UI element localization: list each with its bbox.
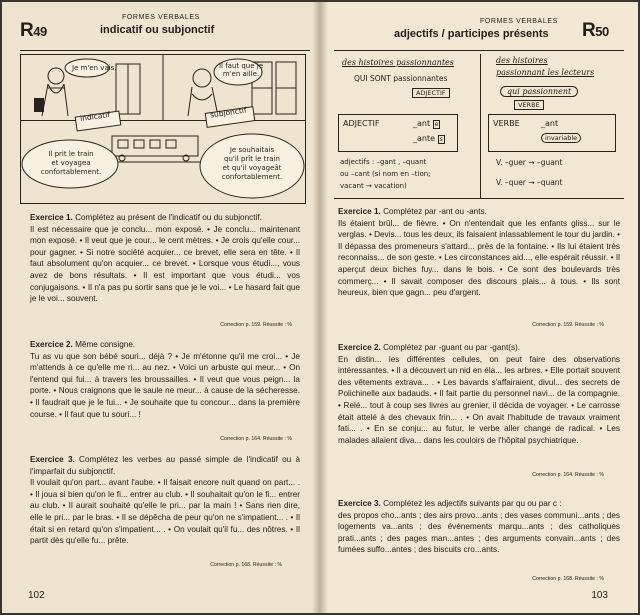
right-diagram-title-2: passionnant les lecteurs bbox=[496, 68, 595, 77]
exercise-instruction: Complétez les adjectifs suivants par qu ou par c : bbox=[383, 499, 562, 508]
category-label: FORMES VERBALES bbox=[480, 18, 558, 25]
adj-rule-1: adjectifs : –gant , –quant bbox=[340, 158, 427, 166]
exercise-2 bbox=[30, 339, 300, 420]
bubble-line: et qu'il voyageât bbox=[222, 164, 282, 172]
adjectif-label: ADJECTIF bbox=[343, 119, 380, 128]
header-rule bbox=[20, 50, 310, 51]
left-page bbox=[2, 2, 320, 613]
exercise-instruction: Complétez par -ant ou -ants. bbox=[383, 207, 487, 216]
exercise-title: Exercice 2. bbox=[30, 340, 73, 349]
adj-ending-2-text: ante bbox=[417, 134, 436, 143]
exercise-text: Ils étaient brûl... de fièvre. • On n'entendait que les enfants gliss... sur le verglas. • Devis... tous les deux, ils faisaient inlassablement le tour du jardin. • Il dépassa des promeneurs s'attard... près de la fontaine. • Ils lui étaient très reconnaiss... de son geste. • Les circonstances aid..., elle espérait réussir. • Il aperçut deux biches fuy... dans le bois. • Ce sont des boulevards très commerç... • Il savait composer des discours plais... à tous. • Ils sont heureux, bien que gagn... peu d'argent. bbox=[338, 218, 620, 298]
open-book bbox=[2, 2, 638, 613]
adjectif-tag: ADJECTIF bbox=[412, 88, 450, 98]
correction-line-3: Correction p. 168. Réussite : % bbox=[210, 562, 282, 568]
exercise-1 bbox=[30, 212, 300, 305]
exercise-title: Exercice 1. bbox=[338, 207, 381, 216]
category-label: FORMES VERBALES bbox=[122, 14, 200, 21]
exercise-2 bbox=[338, 342, 620, 446]
left-page-tag bbox=[20, 20, 47, 42]
bubble-line: qu'il prît le train bbox=[224, 155, 280, 163]
exercise-text: des propos cho...ants ; des airs provo...ants ; des vases communi...ants ; des logements va...ants ; des événements marqu...ants ; des catholiques prati...ants ; des pages man...antes ; des arguments convain...ants ; des fumées suffo...antes ; des biscuits cro...ants. bbox=[338, 510, 620, 555]
exercise-text: Il est nécessaire que je conclu... mon exposé. • Je conclu... maintenant mon exposé. • Il veut que je cour... le cent mètres. • Je crois qu'elle cour... pour gagner. • Si notre société acquier... ce brevet, elle sera en tête. • Il faut absolument qu'on acquier... ce brevet. • Lorsque vous étudi..., vous avez de bons résultats. • Il est important que vous étudi... vos conjugaisons. • Il n'a pas pu sortir sans que je le voi... • Le hasard fait que je le voi... souvent. bbox=[30, 224, 300, 304]
label-indicatif: indicatif bbox=[79, 109, 111, 124]
page-number: 103 bbox=[591, 590, 608, 601]
adj-ending-1-mark: e bbox=[434, 121, 439, 128]
invariable-label: invariable bbox=[541, 133, 581, 143]
bubble-line: confortablement. bbox=[40, 168, 102, 176]
adj-rule-2: ou –cant (si nom en –tion; bbox=[340, 170, 431, 178]
verbe-ending-text: ant bbox=[545, 119, 559, 128]
correction-line-2: Correction p. 164. Réussite : % bbox=[532, 472, 604, 478]
exercise-instruction: Complétez par -guant ou par -gant(s). bbox=[383, 343, 521, 352]
qui-passionnent-bubble: qui passionnent bbox=[500, 86, 578, 97]
tag-letter: R bbox=[582, 20, 596, 41]
right-page bbox=[320, 2, 638, 613]
section-title: indicatif ou subjonctif bbox=[100, 24, 215, 36]
exercise-text: Tu as vu que son bébé souri... déjà ? • Je m'étonne qu'il me croi... • Je m'attends à ce qu'elle me ri... au nez. • Voici un arbuste qui meur... • On l'entend qui fui... à travers les broussailles. • Il veut que vous peign... la porte. • Nous craignons que le saule ne meur... à cause de la sécheresse. • Il faudrait que je le fui... • Je souhaite que tu concour... dans la première course. • Il faut que tu souri... ! bbox=[30, 351, 300, 419]
bubble-line: Il prit le train bbox=[48, 150, 94, 158]
exercise-title: Exercice 3. bbox=[338, 499, 381, 508]
verbe-label: VERBE bbox=[493, 119, 520, 128]
verb-rule-1: V. –guer → –guant bbox=[496, 158, 563, 167]
adj-ending-1-text: ant bbox=[417, 119, 431, 128]
bubble-il-prit bbox=[30, 150, 112, 177]
verbe-tag: VERBE bbox=[514, 100, 544, 110]
diagram-divider bbox=[480, 54, 481, 198]
correction-line-3: Correction p. 168. Réussite : % bbox=[532, 576, 604, 582]
correction-line-1: Correction p. 159. Réussite : % bbox=[220, 322, 292, 328]
bubble-il-faut: Il faut que je m'en aille. bbox=[218, 62, 264, 78]
verbe-box bbox=[488, 114, 616, 152]
page-number: 102 bbox=[28, 590, 45, 601]
bubble-line: Je souhaitais bbox=[229, 146, 275, 154]
bubble-line: confortablement. bbox=[221, 173, 283, 181]
exercise-title: Exercice 3. bbox=[30, 455, 75, 464]
correction-line-2: Correction p. 164. Réussite : % bbox=[220, 436, 292, 442]
adj-ending-2: _ante s bbox=[413, 134, 443, 143]
verb-rule-2: V. –quer → –quant bbox=[496, 178, 563, 187]
exercise-1 bbox=[338, 206, 620, 299]
book-gutter bbox=[312, 2, 328, 613]
tag-letter: R bbox=[20, 20, 34, 41]
exercise-3 bbox=[338, 498, 620, 556]
exercise-instruction: Complétez les verbes au passé simple de l'indicatif ou à l'imparfait du subjonctif. bbox=[30, 455, 301, 476]
exercise-instruction: Même consigne. bbox=[75, 340, 136, 349]
adjectif-box bbox=[338, 114, 458, 152]
adj-ending-1: _ant e bbox=[413, 119, 439, 128]
adj-rule-3: vacant → vacation) bbox=[340, 182, 407, 190]
section-title: adjectifs / participes présents bbox=[394, 28, 549, 40]
comic-illustration bbox=[20, 54, 306, 204]
tag-number: 50 bbox=[595, 24, 609, 39]
exercise-title: Exercice 2. bbox=[338, 343, 381, 352]
exercise-text: Il voulait qu'on part... avant l'aube. • Il faisait encore nuit quand on part... . • Il joua si bien qu'on le fi... entrer au club. • Il souhaitait qu'on le fi... entrer au club. • Il aurait souhaité qu'elle le pri... par la main ! • Sans rien dire, elle le pri... par le bras. • Il se dépêcha de peur qu'on ne s'impatient... . • Il était si en retard qu'on s'impatient... . • On voulait qu'il fu... des nôtres. • Il partit dès qu'elle fu... prête. bbox=[30, 478, 300, 546]
exercise-3 bbox=[30, 454, 300, 547]
left-diagram-title: des histoires passionnantes bbox=[342, 58, 454, 67]
exercise-instruction: Complétez au présent de l'indicatif ou du subjonctif. bbox=[75, 213, 262, 222]
right-page-tag bbox=[582, 20, 609, 42]
adj-ending-2-mark: s bbox=[439, 136, 443, 143]
label-subjonctif: subjonctif bbox=[209, 105, 248, 120]
exercise-title: Exercice 1. bbox=[30, 213, 73, 222]
header-rule bbox=[334, 50, 624, 51]
diagram-bottom-rule bbox=[334, 198, 624, 199]
tag-number: 49 bbox=[33, 24, 47, 39]
bubble-je-men-vais: Je m'en vais. bbox=[72, 64, 117, 72]
left-diagram-sub: QUI SONT passionnantes bbox=[354, 74, 448, 83]
bubble-line: et voyagea bbox=[51, 159, 91, 167]
right-diagram-title: des histoires bbox=[496, 56, 548, 65]
correction-line-1: Correction p. 159. Réussite : % bbox=[532, 322, 604, 328]
verbe-ending: _ant bbox=[541, 119, 559, 128]
exercise-text: En distin... les différentes cellules, on peut faire des observations intéressantes. • Il a découvert un nid en éla... les arbres. • Elle portait souvent des vêtements extrava... . • Les bavards s'affairaient, divul... des secrets de Polichinelle aux badauds. • Il fait partie du personnel navi... de la compagnie. • Relé... tout à coup ses livres au grenier, il décida de voyager. • Le carrosse était attelé à des chevaux frin... . • On avait l'habitude de travaux vraiment fati... . • En se conju... au futur, le verbe aller change de radical. • Les malades allaient diva... dans les couloirs de l'hôpital psychiatrique. bbox=[338, 354, 620, 445]
bubble-je-souhaitais bbox=[206, 146, 298, 182]
